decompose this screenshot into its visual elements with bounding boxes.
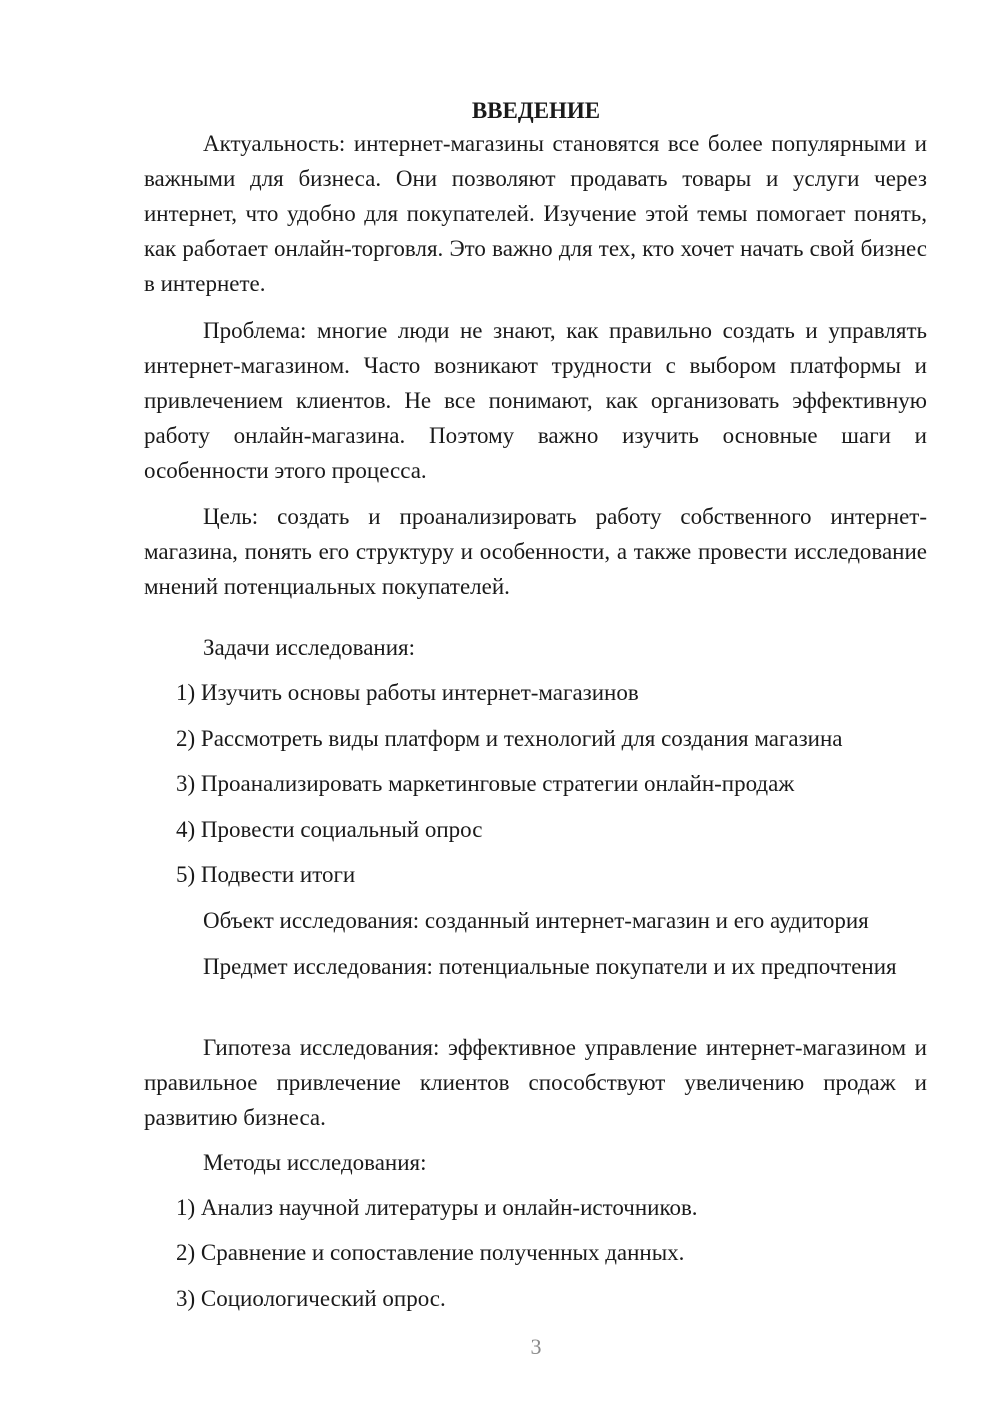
problem-paragraph: Проблема: многие люди не знают, как правильно создать и управлять интернет-магазином. Часто возникают трудности с выбором платформы и привлечением клиентов. Не все понимают, как организовать эффективную работу онлайн-магазина. Поэтому важно изучить основные шаги и особенности этого процесса. [144,318,927,483]
subject-paragraph: Предмет исследования: потенциальные покупатели и их предпочтения [203,954,897,979]
object-paragraph: Объект исследования: созданный интернет-магазин и его аудитория [203,908,869,933]
goal-paragraph: Цель: создать и проанализировать работу собственного интернет-магазина, понять его структуру и особенности, а также провести исследование мнений потенциальных покупателей. [144,504,927,599]
task-item: 2) Рассмотреть виды платформ и технологий для создания магазина [176,726,843,751]
task-item: 4) Провести социальный опрос [176,817,483,842]
hypothesis-paragraph: Гипотеза исследования: эффективное управление интернет-магазином и правильное привлечение клиентов способствуют увеличению продаж и развитию бизнеса. [144,1035,927,1130]
page-title: ВВЕДЕНИЕ [471,98,601,123]
method-item: 3) Социологический опрос. [176,1286,446,1311]
relevance-paragraph: Актуальность: интернет-магазины становятся все более популярными и важными для бизнеса. Они позволяют продавать товары и услуги через интернет, что удобно для покупателей. Изучение этой темы помогает понять, как работает онлайн-торговля. Это важно для тех, кто хочет начать свой бизнес в интернете. [144,131,927,296]
method-item: 2) Сравнение и сопоставление полученных данных. [176,1240,685,1265]
task-item: 5) Подвести итоги [176,862,356,887]
page-number: 3 [530,1334,542,1359]
tasks-title: Задачи исследования: [203,635,416,660]
task-item: 3) Проанализировать маркетинговые стратегии онлайн-продаж [176,771,795,796]
methods-title: Методы исследования: [203,1150,427,1175]
task-item: 1) Изучить основы работы интернет-магазинов [176,680,639,705]
method-item: 1) Анализ научной литературы и онлайн-источников. [176,1195,698,1220]
